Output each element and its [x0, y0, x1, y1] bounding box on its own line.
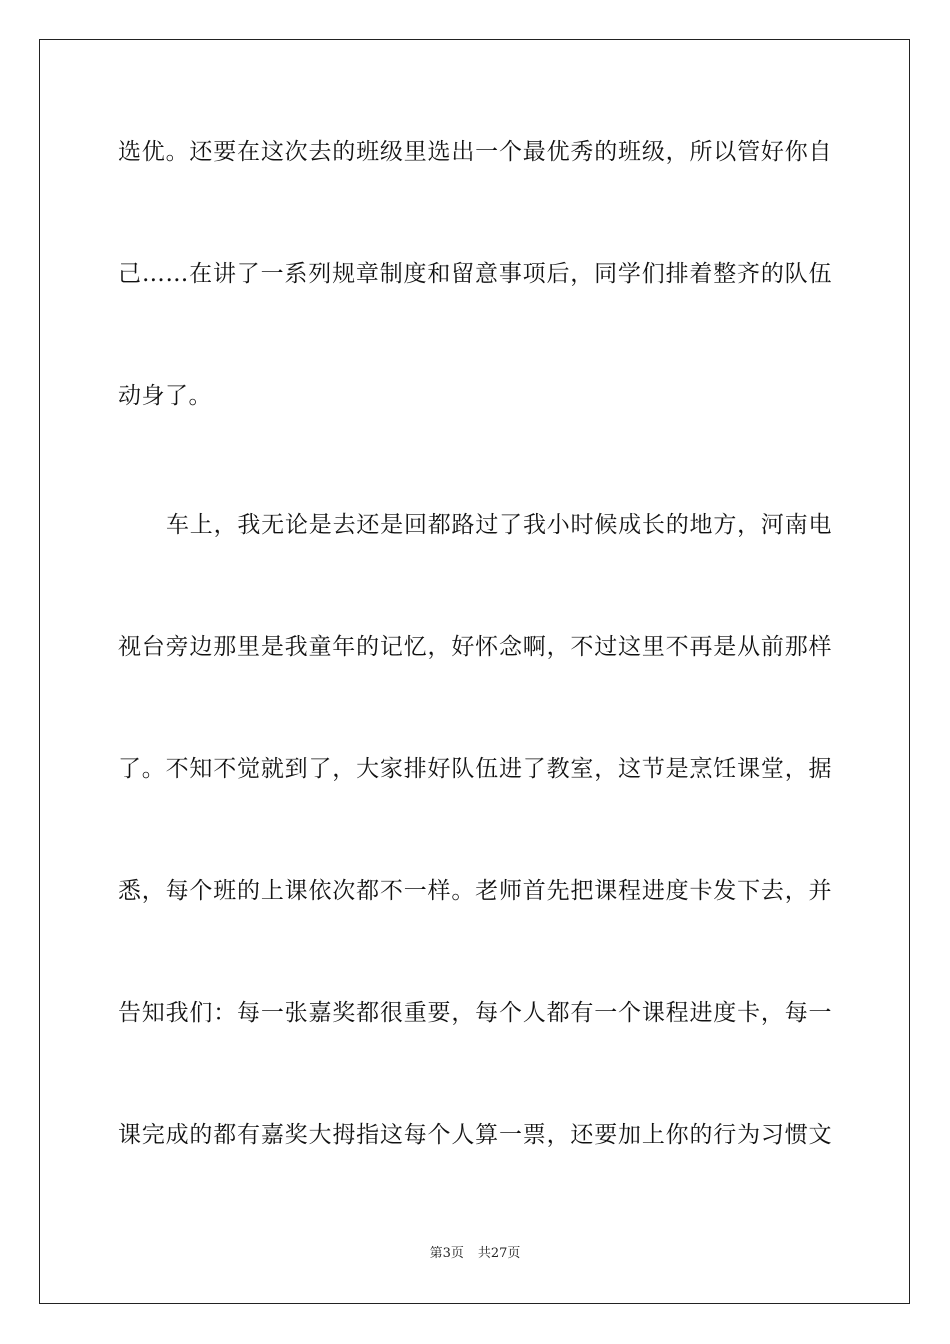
- text-line-3: 动身了。: [118, 383, 212, 409]
- text-line-5: 视台旁边那里是我童年的记忆，好怀念啊，不过这里不再是从前那样: [118, 634, 832, 660]
- page-total: 共27页: [477, 1246, 521, 1261]
- page-number: 第3页: [429, 1246, 464, 1261]
- text-line-4: 车上，我无论是去还是回都路过了我小时候成长的地方，河南电: [166, 512, 832, 538]
- text-line-8: 告知我们：每一张嘉奖都很重要，每个人都有一个课程进度卡，每一: [118, 1000, 832, 1026]
- text-line-9: 课完成的都有嘉奖大拇指这每个人算一票，还要加上你的行为习惯文: [118, 1122, 832, 1148]
- text-line-7: 悉，每个班的上课依次都不一样。老师首先把课程进度卡发下去，并: [118, 878, 832, 904]
- text-line-2: 己……在讲了一系列规章制度和留意事项后，同学们排着整齐的队伍: [118, 261, 832, 287]
- page-footer: [0, 1245, 950, 1263]
- page-frame: [39, 39, 910, 1304]
- text-line-6: 了。不知不觉就到了，大家排好队伍进了教室，这节是烹饪课堂，据: [118, 756, 832, 782]
- text-line-1: 选优。还要在这次去的班级里选出一个最优秀的班级，所以管好你自: [118, 139, 832, 165]
